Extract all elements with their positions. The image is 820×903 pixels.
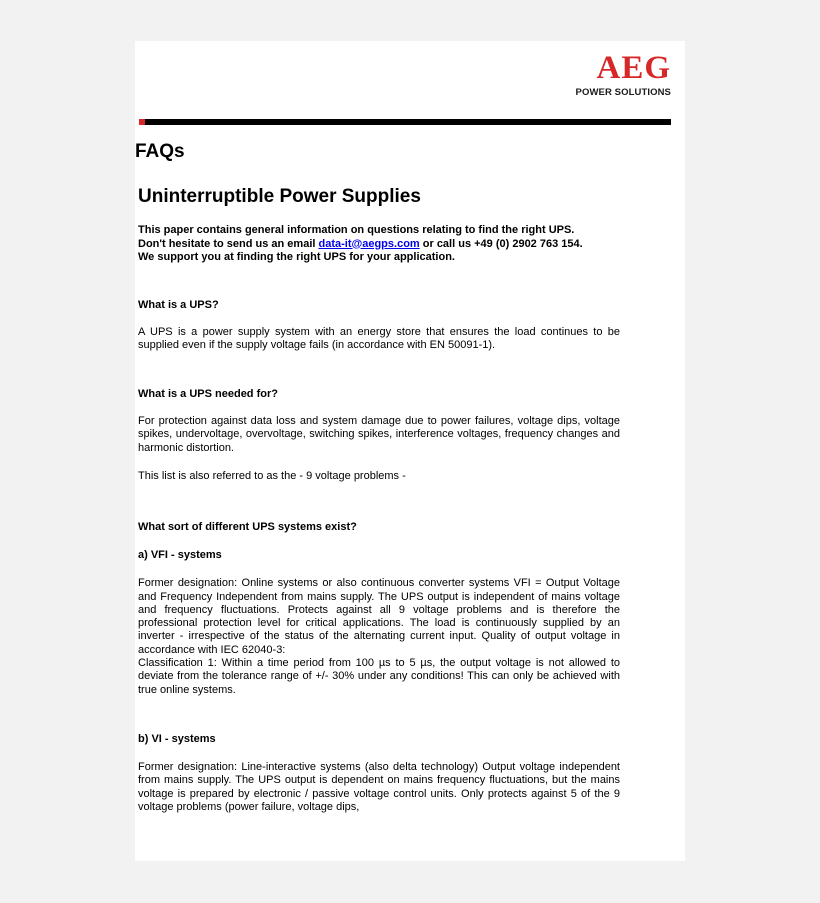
logo-wordmark: AEG xyxy=(596,50,671,86)
vfi-systems-text: Former designation: Online systems or also continuous converter systems VFI = Output Voltage and Frequency Independent from mains supply. The UPS output is independent of mains voltage and frequency fluctuations. Protects against all 9 voltage problems and is therefore the professional protection level for critical applications. The load is continuously supplied by an inverter - irrespective of the status of the alternating current input. Quality of output voltage in accordance with IEC 62040-3: xyxy=(138,577,620,656)
aeg-logo xyxy=(576,51,671,98)
question-what-is-ups: What is a UPS? xyxy=(138,298,219,311)
faqs-heading: FAQs xyxy=(135,141,185,162)
rule-accent xyxy=(139,119,145,125)
intro-email-prefix: Don't hesitate to send us an email xyxy=(138,237,319,250)
document-body xyxy=(138,186,620,814)
intro-phone: or call us +49 (0) 2902 763 154. xyxy=(419,237,583,250)
intro-line-2 xyxy=(138,238,620,252)
document-page xyxy=(135,41,685,861)
email-link[interactable]: data-it@aegps.com xyxy=(318,237,420,250)
intro-paragraph xyxy=(138,224,620,265)
document-title: Uninterruptible Power Supplies xyxy=(138,186,421,207)
intro-line-1: This paper contains general information on questions relating to find the right UPS. xyxy=(138,224,575,236)
vi-systems-heading: b) VI - systems xyxy=(138,732,216,745)
vfi-classification: Classification 1: Within a time period from 100 µs to 5 µs, the output voltage is not allowed to deviate from the tolerance range of +/- 30% under any conditions! This can only be achieved with true online systems. xyxy=(138,657,620,696)
logo-subtitle: POWER SOLUTIONS xyxy=(575,87,671,98)
question-ups-systems: What sort of different UPS systems exist? xyxy=(138,521,357,534)
intro-line-3: We support you at finding the right UPS for your application. xyxy=(138,251,455,263)
question-ups-needed-for: What is a UPS needed for? xyxy=(138,388,278,401)
vfi-systems-heading: a) VFI - systems xyxy=(138,549,222,562)
header-rule xyxy=(139,119,671,125)
answer-ups-needed-for: For protection against data loss and system damage due to power failures, voltage dips, voltage spikes, undervoltage, overvoltage, switching spikes, interference voltages, frequency changes and harmonic distortion. xyxy=(138,415,620,454)
vi-systems-text: Former designation: Line-interactive systems (also delta technology) Output voltage independent from mains supply. The UPS output is dependent on mains frequency fluctuations, but the mains voltage is prepared by electronic / passive voltage control units. Only protects against 5 of the 9 voltage problems (power failure, voltage dips, xyxy=(138,760,620,813)
voltage-problems-note: This list is also referred to as the - 9 voltage problems - xyxy=(138,469,406,482)
answer-what-is-ups: A UPS is a power supply system with an energy store that ensures the load continues to be supplied even if the supply voltage fails (in accordance with EN 50091-1). xyxy=(138,325,620,351)
